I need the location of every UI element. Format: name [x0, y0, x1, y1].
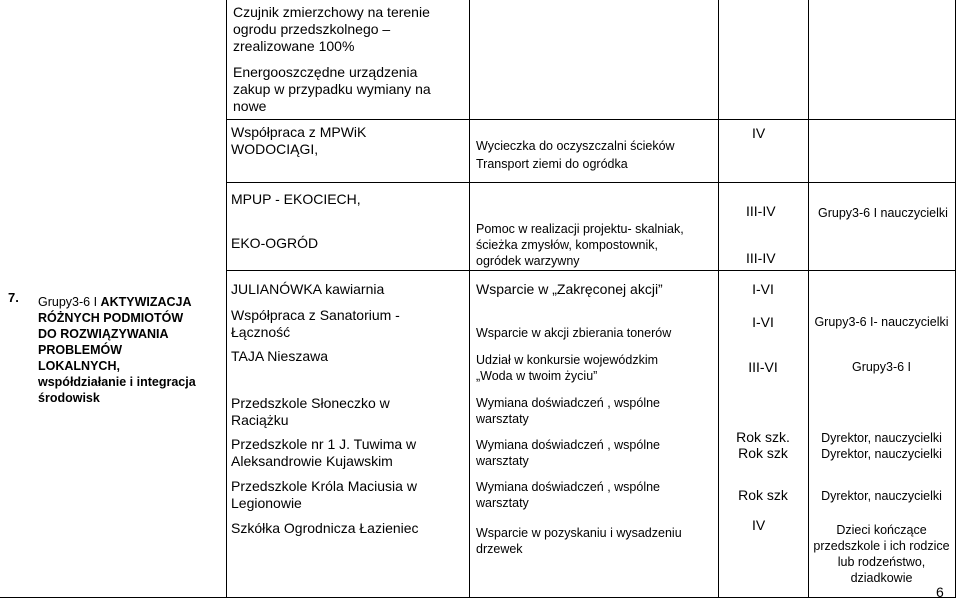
- group-range: III-VI: [748, 359, 778, 375]
- cell-text: EKO-OGRÓD: [231, 235, 319, 251]
- partner-name: Aleksandrowie Kujawskim: [231, 453, 393, 469]
- group-range: I-VI: [752, 281, 774, 297]
- cell-text: Transport ziemi do ogródka: [476, 157, 628, 171]
- cell-text: ogrodu przedszkolnego –: [233, 21, 391, 37]
- participants: Dzieci kończące: [836, 523, 927, 537]
- partner-name: Łączność: [231, 324, 291, 340]
- cell-text: Współpraca z MPWiK: [231, 124, 367, 140]
- activity: Wsparcie w akcji zbierania tonerów: [476, 326, 672, 340]
- partner-name: Szkółka Ogrodnicza Łazieniec: [231, 520, 419, 536]
- activity: warsztaty: [476, 496, 529, 510]
- participants: Grupy3-6 I- nauczycielki: [814, 315, 949, 329]
- activity: Wymiana doświadczeń , wspólne: [476, 396, 661, 410]
- activity: Wymiana doświadczeń , wspólne: [476, 480, 661, 494]
- section-heading: PROBLEMÓW: [38, 343, 123, 357]
- group-range: Rok szk: [738, 445, 788, 461]
- section-number: 7.: [8, 290, 19, 305]
- activity: Wsparcie w „Zakręconej akcji”: [476, 281, 663, 297]
- participants: przedszkole i ich rodzice: [813, 539, 950, 553]
- cell-text: III-IV: [746, 203, 776, 219]
- partner-name: JULIANÓWKA kawiarnia: [231, 281, 385, 297]
- cell-text: ogródek warzywny: [476, 254, 580, 268]
- group-range: I-VI: [752, 314, 774, 330]
- cell-text: MPUP - EKOCIECH,: [231, 191, 361, 207]
- activity: „Woda w twoim życiu”: [476, 369, 598, 383]
- activity: Wsparcie w pozyskaniu i wysadzeniu: [476, 526, 682, 540]
- participants: lub rodzeństwo,: [837, 555, 926, 569]
- cell-text: WODOCIĄGI,: [231, 141, 319, 157]
- group-range: IV: [752, 517, 766, 533]
- section-heading: DO ROZWIĄZYWANIA: [38, 327, 169, 341]
- participants: dziadkowie: [850, 571, 913, 585]
- participants: Grupy3-6 I: [851, 360, 912, 374]
- activity: Wymiana doświadczeń , wspólne: [476, 438, 661, 452]
- partner-name: TAJA Nieszawa: [231, 348, 328, 364]
- cell-text: nowe: [233, 98, 267, 114]
- section-heading: współdziałanie i integracja: [38, 375, 196, 389]
- activity: warsztaty: [476, 454, 529, 468]
- page-number: 6: [936, 584, 944, 600]
- section-heading: RÓŻNYCH PODMIOTÓW: [38, 311, 184, 325]
- partner-name: Przedszkole Słoneczko w: [231, 395, 390, 411]
- section-heading: Grupy3-6 I AKTYWIZACJA: [38, 295, 192, 309]
- cell-text: IV: [752, 125, 766, 141]
- cell-text: Pomoc w realizacji projektu- skalniak,: [476, 222, 684, 236]
- partner-name: Raciążku: [231, 412, 289, 428]
- participants: Dyrektor, nauczycielki: [821, 447, 942, 461]
- partner-name: Współpraca z Sanatorium -: [231, 307, 400, 323]
- cell-text: Wycieczka do oczyszczalni ścieków: [476, 139, 675, 153]
- cell-text: ścieżka zmysłów, kompostownik,: [476, 238, 659, 252]
- participants: Dyrektor, nauczycielki: [821, 489, 942, 503]
- section-heading: środowisk: [38, 391, 100, 405]
- cell-text: III-IV: [746, 250, 776, 266]
- cell-text: Grupy3-6 I nauczycielki: [818, 206, 948, 220]
- partner-name: Przedszkole Króla Maciusia w: [231, 478, 417, 494]
- activity: Udział w konkursie wojewódzkim: [476, 353, 659, 367]
- section-heading: LOKALNYCH,: [38, 359, 120, 373]
- cell-text: zakup w przypadku wymiany na: [233, 81, 431, 97]
- partner-name: Przedszkole nr 1 J. Tuwima w: [231, 436, 417, 452]
- group-range: Rok szk.: [736, 429, 790, 445]
- cell-text: Energooszczędne urządzenia: [233, 64, 418, 80]
- activity: drzewek: [476, 542, 523, 556]
- cell-text: Czujnik zmierzchowy na terenie: [233, 4, 430, 20]
- participants: Dyrektor, nauczycielki: [821, 431, 942, 445]
- activity: warsztaty: [476, 412, 529, 426]
- group-range: Rok szk: [738, 487, 788, 503]
- partner-name: Legionowie: [231, 495, 302, 511]
- cell-text: zrealizowane 100%: [233, 38, 355, 54]
